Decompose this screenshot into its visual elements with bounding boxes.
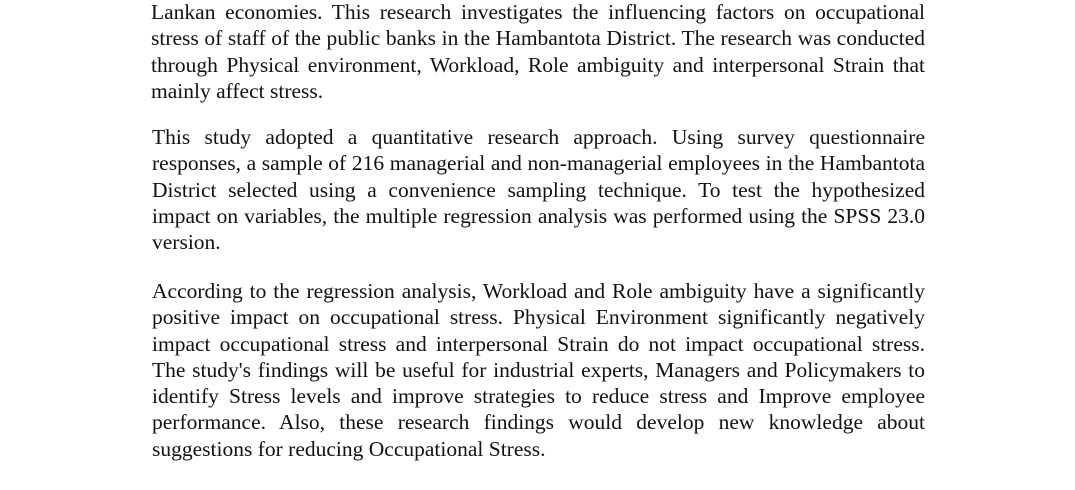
- paragraph-findings: According to the regression analysis, Workload and Role ambiguity have a significantly positive impact on occupational stress. Physical Environment significantly negatively impact occupational stress and interpersonal Strain do not impact occupational stress. The study's findings will be useful for industrial experts, Managers and Policymakers to identify Stress levels and improve strategies to reduce stress and Improve employee performance. Also, these research findings would develop new knowledge about suggestions for reducing Occupational Stress.: [152, 279, 925, 461]
- paragraph-introduction: Lankan economies. This research investigates the influencing factors on occupational stress of staff of the public banks in the Hambantota District. The research was conducted through Physical environment, Workload, Role ambiguity and interpersonal Strain that mainly affect stress.: [151, 0, 925, 103]
- paragraph-methodology: This study adopted a quantitative research approach. Using survey questionnaire responses, a sample of 216 managerial and non-managerial employees in the Hambantota District selected using a convenience sampling technique. To test the hypothesized impact on variables, the multiple regression analysis was performed using the SPSS 23.0 version.: [152, 125, 925, 255]
